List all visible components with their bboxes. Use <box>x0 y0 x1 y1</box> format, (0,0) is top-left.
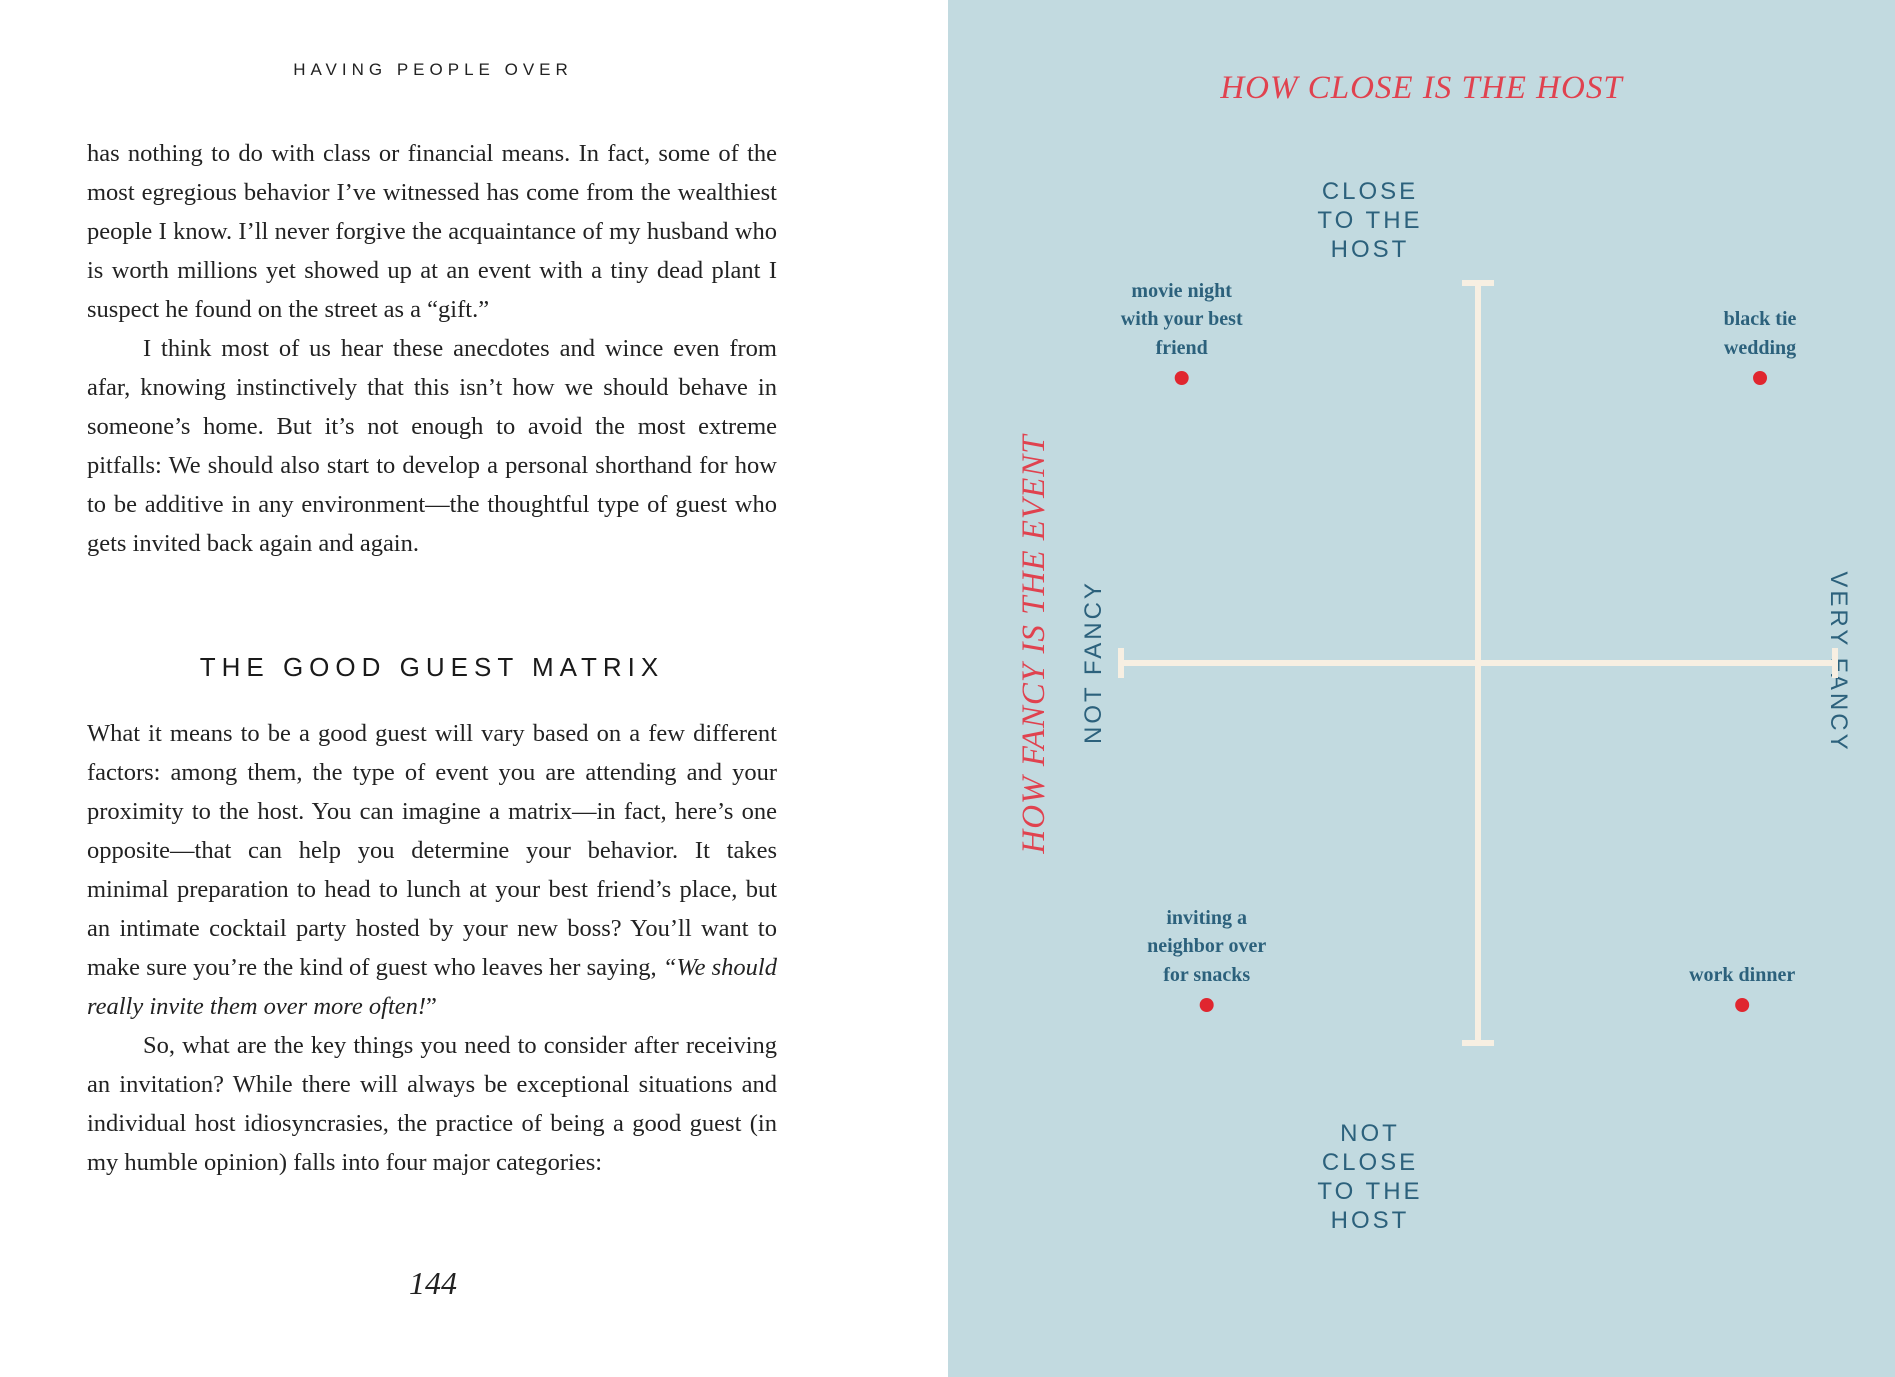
matrix-point-label-2: black tie wedding <box>1723 308 1797 359</box>
body-text-bottom <box>87 714 777 1182</box>
running-head: HAVING PEOPLE OVER <box>293 60 573 79</box>
matrix-point-label-3: inviting a neighbor over for snacks <box>1147 906 1267 986</box>
paragraph-categories: So, what are the key things you need to consider after receiving an invitation? While there will always be exceptional situations and individual host idiosyncrasies, the practice of being a good guest (in my humble opinion) falls into four major categories: <box>87 1032 777 1176</box>
axis-label-right: VERY FANCY <box>1825 571 1852 753</box>
matrix-point-3 <box>1200 998 1214 1012</box>
paragraph-anecdotes: I think most of us hear these anecdotes and wince even from afar, knowing instinctively that this isn’t how we should behave in someone’s home. But it’s not enough to avoid the most extreme pitfalls: We should also start to develop a personal shorthand for how to be additive in any environment—the thoughtful type of guest who gets invited back again and again. <box>87 335 777 557</box>
section-heading: THE GOOD GUEST MATRIX <box>199 652 665 682</box>
chart-title: HOW CLOSE IS THE HOST <box>1220 70 1623 106</box>
axis-label-bottom: NOT CLOSE TO THE HOST <box>1317 1120 1423 1234</box>
paragraph-matrix-text: What it means to be a good guest will vary based on a few different factors: among them, the type of event you are attending and your proximity to the host. You can imagine a matrix—in fact, here’s one opposite—that can help you determine your behavior. It takes minimal preparation to head to lunch at your best friend’s place, but an intimate cocktail party hosted by your new boss? You’ll want to make sure you’re the kind of guest who leaves her saying, <box>87 720 777 981</box>
paragraph-matrix-quote: “We should really invite them over more often! <box>87 954 777 1020</box>
page-number: 144 <box>409 1265 457 1301</box>
paragraph-matrix-intro <box>87 714 777 1026</box>
matrix-point-4 <box>1735 998 1749 1012</box>
matrix-point-label-1: movie night with your best friend <box>1120 279 1243 359</box>
matrix-point-label-4: work dinner <box>1689 963 1796 986</box>
matrix-chart <box>948 0 1895 1377</box>
paragraph-continuation: has nothing to do with class or financial means. In fact, some of the most egregious behavior I’ve witnessed has come from the wealthiest people I know. I’ll never forgive the acquaintance of my husband who is worth millions yet showed up at an event with a tiny dead plant I suspect he found on the street as a “gift.” <box>87 140 777 323</box>
matrix-point-2 <box>1753 371 1767 385</box>
y-axis-title: HOW FANCY IS THE EVENT <box>1016 434 1052 854</box>
axis-label-top: CLOSE TO THE HOST <box>1317 178 1423 263</box>
body-text-top <box>87 134 777 563</box>
axis-label-left: NOT FANCY <box>1080 580 1107 744</box>
matrix-point-1 <box>1175 371 1189 385</box>
paragraph-matrix-end: ” <box>426 993 437 1020</box>
matrix-axes <box>948 0 1895 1377</box>
